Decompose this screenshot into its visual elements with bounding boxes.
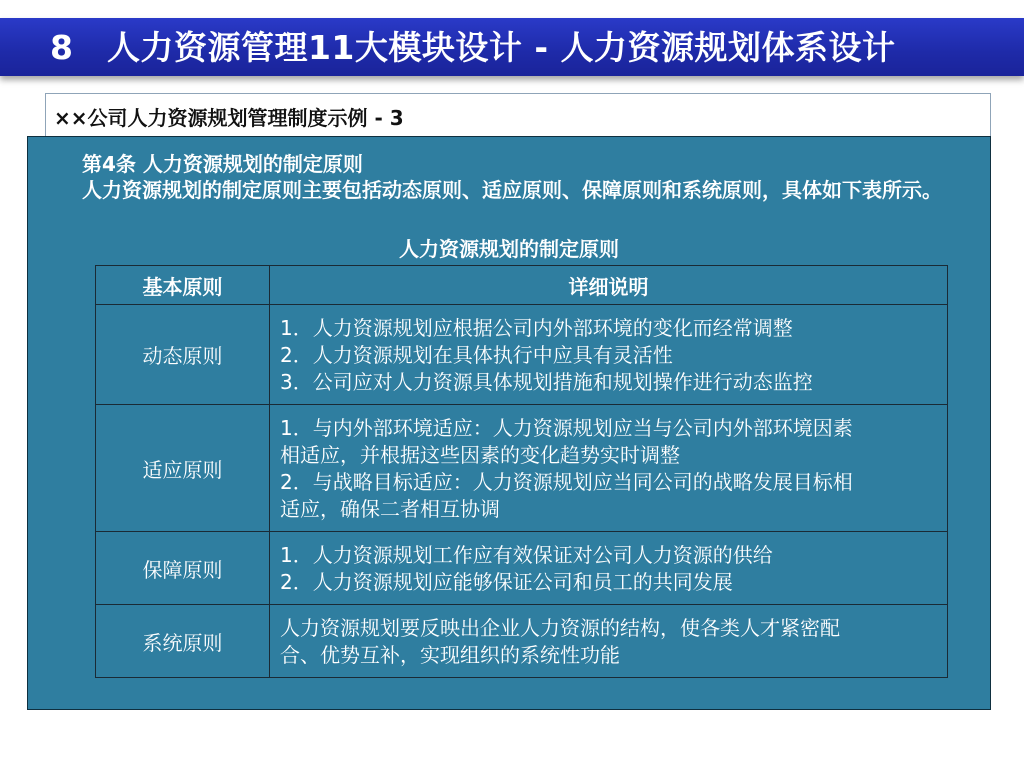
detail-line: 相适应，并根据这些因素的变化趋势实时调整	[280, 443, 680, 467]
detail-line: 适应，确保二者相互协调	[280, 497, 500, 521]
subtitle-box	[45, 93, 991, 137]
column-header-detail: 详细说明	[270, 266, 948, 305]
principles-table	[95, 265, 948, 678]
column-header-principle: 基本原则	[96, 266, 270, 305]
table-row	[96, 305, 948, 405]
principle-detail	[270, 605, 948, 678]
principle-name: 动态原则	[96, 305, 270, 405]
principle-name: 适应原则	[96, 405, 270, 532]
title-bar	[0, 18, 1024, 76]
detail-line: 合、优势互补，实现组织的系统性功能	[280, 643, 620, 667]
principle-name: 系统原则	[96, 605, 270, 678]
detail-line: 3．公司应对人力资源具体规划措施和规划操作进行动态监控	[280, 370, 813, 394]
principle-name: 保障原则	[96, 532, 270, 605]
detail-line: 2．人力资源规划在具体执行中应具有灵活性	[280, 343, 673, 367]
principle-detail	[270, 305, 948, 405]
subtitle: ××公司人力资源规划管理制度示例 - 3	[54, 106, 404, 130]
detail-line: 1．人力资源规划工作应有效保证对公司人力资源的供给	[280, 543, 773, 567]
detail-line: 2．人力资源规划应能够保证公司和员工的共同发展	[280, 570, 733, 594]
page-title: 8 人力资源管理11大模块设计 - 人力资源规划体系设计	[50, 28, 896, 67]
principle-detail	[270, 405, 948, 532]
detail-line: 2．与战略目标适应：人力资源规划应当同公司的战略发展目标相	[280, 470, 853, 494]
detail-line: 1．人力资源规划应根据公司内外部环境的变化而经常调整	[280, 316, 793, 340]
content-panel	[27, 136, 991, 710]
detail-line: 人力资源规划要反映出企业人力资源的结构，使各类人才紧密配	[280, 616, 840, 640]
article-body: 人力资源规划的制定原则主要包括动态原则、适应原则、保障原则和系统原则，具体如下表所示。	[82, 178, 942, 202]
principle-detail	[270, 532, 948, 605]
detail-line: 1．与内外部环境适应：人力资源规划应当与公司内外部环境因素	[280, 416, 853, 440]
article-heading: 第4条 人力资源规划的制定原则	[82, 152, 363, 176]
intro-text	[36, 151, 976, 203]
table-caption: 人力资源规划的制定原则	[399, 237, 619, 261]
table-row	[96, 532, 948, 605]
table-row	[96, 405, 948, 532]
table-header-row	[96, 266, 948, 305]
table-row	[96, 605, 948, 678]
